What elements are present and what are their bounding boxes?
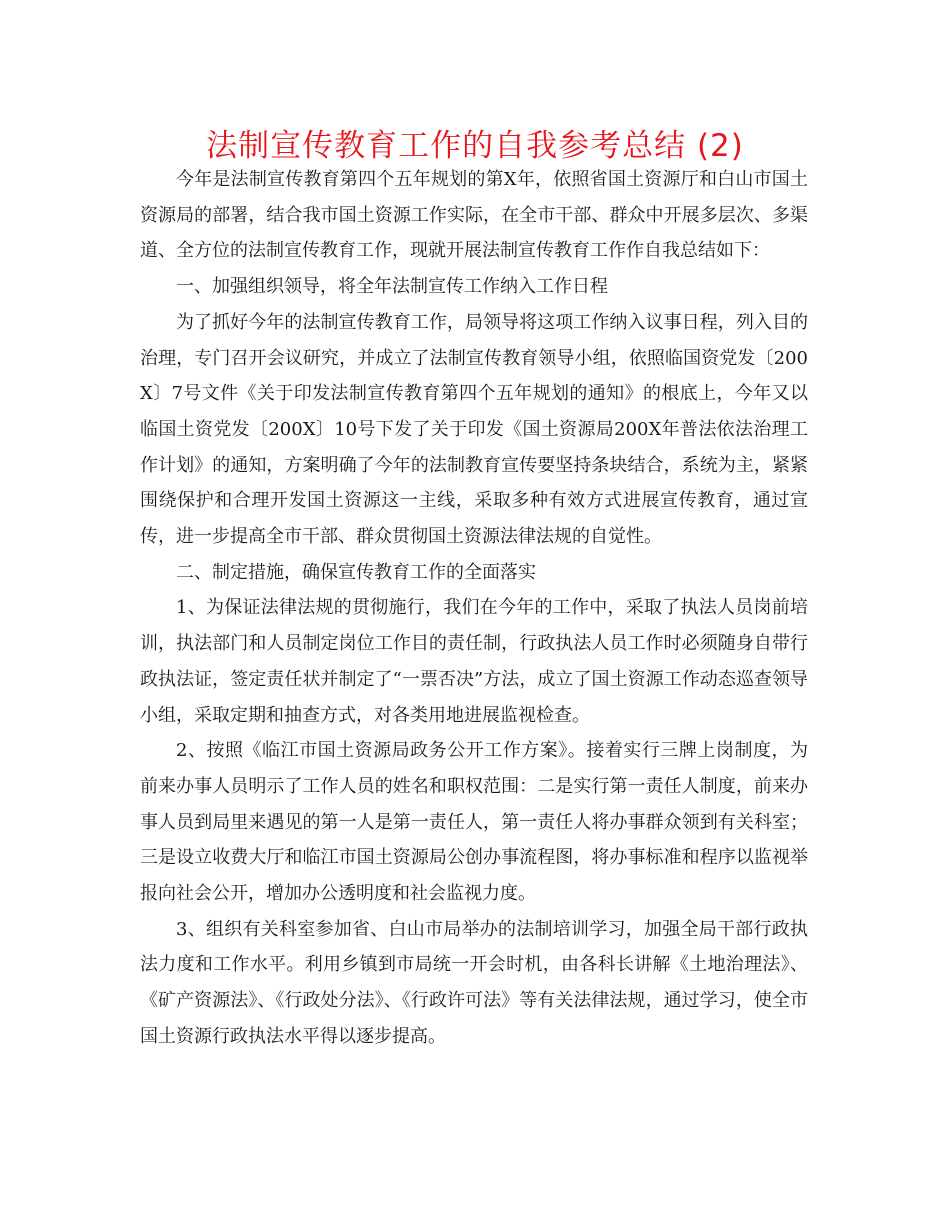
paragraph-item-3: 3、组织有关科室参加省、白山市局举办的法制培训学习，加强全局干部行政执法力度和工作水平。利用乡镇到市局统一开会时机，由各科长讲解《土地治理法》、《矿产资源法》、《行政处分法》、《行政许可法》等有关法律法规，通过学习，使全市国土资源行政执法水平得以逐步提高。 [140, 918, 808, 1047]
section-heading-2: 二、制定措施，确保宣传教育工作的全面落实 [176, 561, 536, 583]
paragraph-section-1: 为了抓好今年的法制宣传教育工作，局领导将这项工作纳入议事日程，列入目的治理，专门召开会议研究，并成立了法制宣传教育领导小组，依照临国资党发〔200X〕7号文件《关于印发法制宣传教育第四个五年规划的通知》的根底上，今年又以临国土资党发〔200X〕10号下发了关于印发《国土资源局200X年普法依法治理工作计划》的通知，方案明确了今年的法制教育宣传要坚持条块结合，系统为主，紧紧围绕保护和合理开发国土资源这一主线，采取多种有效方式进展宣传教育，通过宣传，进一步提高全市干部、群众贯彻国土资源法律法规的自觉性。 [140, 311, 808, 548]
paragraph-intro: 今年是法制宣传教育第四个五年规划的第X年，依照省国土资源厅和白山市国土资源局的部署，结合我市国土资源工作实际，在全市干部、群众中开展多层次、多渠道、全方位的法制宣传教育工作，现就开展法制宣传教育工作作自我总结如下： [140, 169, 808, 262]
paragraph-item-1: 1、为保证法律法规的贯彻施行，我们在今年的工作中，采取了执法人员岗前培训，执法部门和人员制定岗位工作目的责任制，行政执法人员工作时必须随身自带行政执法证，签定责任状并制定了“一票否决”方法，成立了国土资源工作动态巡查领导小组，采取定期和抽查方式，对各类用地进展监视检查。 [140, 597, 808, 726]
section-heading-1: 一、加强组织领导，将全年法制宣传工作纳入工作日程 [176, 276, 608, 298]
document-title: 法制宣传教育工作的自我参考总结 (2) [206, 128, 744, 164]
document-body [140, 162, 808, 1055]
paragraph-item-2: 2、按照《临江市国土资源局政务公开工作方案》。接着实行三牌上岗制度，为前来办事人员明示了工作人员的姓名和职权范围：二是实行第一责任人制度，前来办事人员到局里来遇见的第一人是第一责任人，第一责任人将办事群众领到有关科室；三是设立收费大厅和临江市国土资源局公创办事流程图，将办事标准和程序以监视举报向社会公开，增加办公透明度和社会监视力度。 [140, 740, 808, 905]
